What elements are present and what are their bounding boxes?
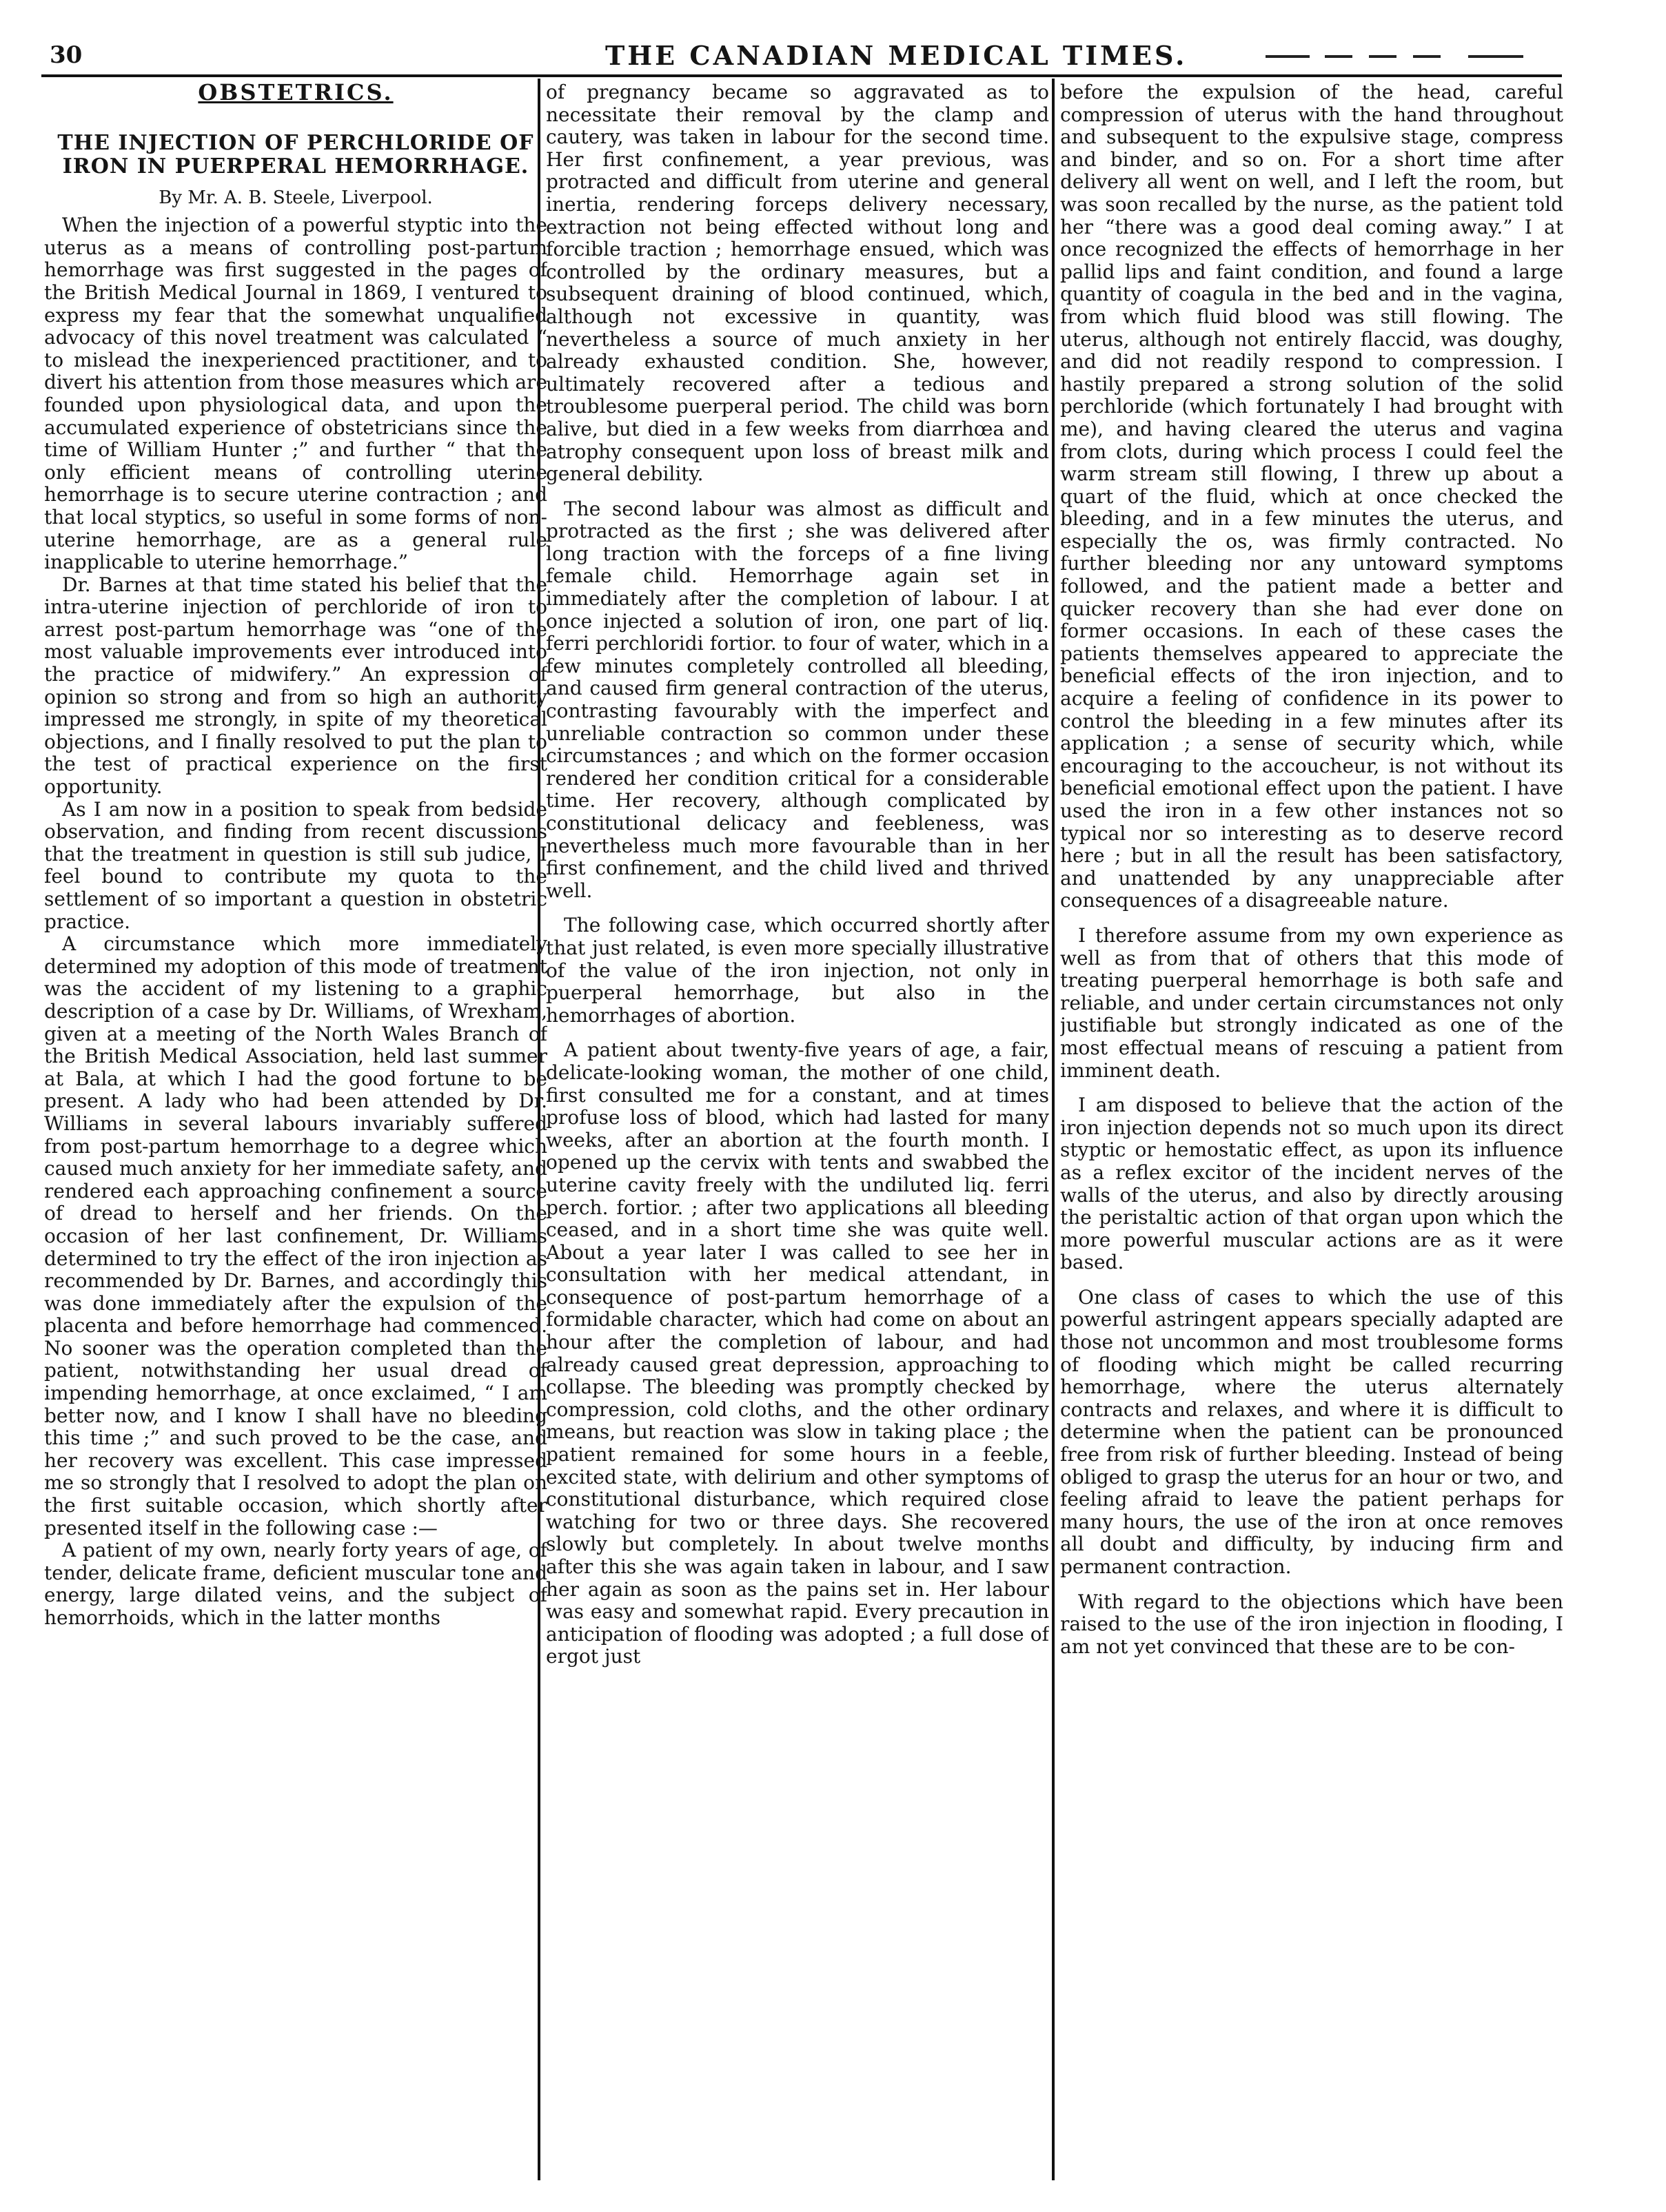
page-number: 30 [50, 41, 83, 69]
paragraph: Dr. Barnes at that time stated his belief that the intra-uterine injection of perchloride of iron to arrest post-partum hemorrhage was “one of the most valuable improvements ever introduced into the practice of midwifery.” An expression of opinion so strong and from so high an authority impressed me strongly, in spite of my theoretical objections, and I finally resolved to put the plan to the test of practical experience on the first opportunity. [44, 573, 547, 799]
column-2 [546, 81, 1049, 2176]
column-1 [44, 81, 547, 2176]
header-ornament-dash [1266, 55, 1310, 58]
paragraph: The second labour was almost as difficult and protracted as the first ; she was delivered after long traction with the forceps of a fine living female child. Hemorrhage again set in immediately after the completion of labour. I at once injected a solution of iron, one part of liq. ferri perchloridi fortior. to four of water, which in a few minutes completely controlled all bleeding, and caused firm general contraction of the uterus, contrasting favourably with the imperfect and unreliable contraction so common under these circumstances ; and which on the former occasion rendered her condition critical for a considerable time. Her recovery, although complicated by constitutional delicacy and feebleness, was nevertheless much more favourable than in her first confinement, and the child lived and thrived well. [546, 497, 1049, 902]
paragraph: before the expulsion of the head, careful compression of uterus with the hand throughout and subsequent to the expulsive stage, compress and binder, and so on. For a short time after delivery all went on well, and I left the room, but was soon recalled by the nurse, as the patient told her “there was a good deal coming away.” I at once recognized the effects of hemorrhage in her pallid lips and faint condition, and found a large quantity of coagula in the bed and in the vagina, from which fluid blood was still flowing. The uterus, although not entirely flaccid, was doughy, and did not readily respond to compression. I hastily prepared a strong solution of the solid perchloride (which fortunately I had brought with me), and having cleared the uterus and vagina from clots, during which process I could feel the warm stream still flowing, I threw up about a quart of the fluid, which at once checked the bleeding, and in a few minutes the uterus, and especially the os, was firmly contracted. No further bleeding nor any untoward symptoms followed, and the patient made a better and quicker recovery than she had ever done on former occasions. In each of these cases the patients themselves appeared to appreciate the beneficial effects of the iron injection, and to acquire a feeling of confidence in its power to control the bleeding in a few minutes after its application ; a sense of security which, while encouraging to the accoucheur, is not without its beneficial emotional effect upon the patient. I have used the iron in a few other instances not so typical nor so interesting as to deserve record here ; but in all the result has been satisfactory, and unattended by any unappreciable after consequences of a disagreeable nature. [1060, 81, 1563, 912]
header-rule [41, 74, 1562, 77]
paragraph: With regard to the objections which have been raised to the use of the iron injection in flooding, I am not yet convinced that these are to be con- [1060, 1590, 1563, 1658]
paragraph: The following case, which occurred shortly after that just related, is even more specially illustrative of the value of the iron injection, not only in puerperal hemorrhage, but also in the hemorrhages of abortion. [546, 914, 1049, 1027]
header-ornament-dash [1325, 55, 1352, 58]
header-ornament-dash [1413, 55, 1441, 58]
paragraph: When the injection of a powerful styptic into the uterus as a means of controlling post-partum hemorrhage was first suggested in the pages of the British Medical Journal in 1869, I ventured to express my fear that the somewhat unqualified advocacy of this novel treatment was calculated “ to mislead the inexperienced practitioner, and to divert his attention from those measures which are founded upon physiological data, and upon the accumulated experience of obstetricians since the time of William Hunter ;” and further “ that the only efficient means of controlling uterine hemorrhage is to secure uterine contraction ; and that local styptics, so useful in some forms of non-uterine hemorrhage, are as a general rule inapplicable to uterine hemorrhage.” [44, 214, 547, 574]
column-rule-right [1052, 79, 1055, 2180]
paragraph: A circumstance which more immediately determined my adoption of this mode of treatment was the accident of my listening to a graphic description of a case by Dr. Williams, of Wrexham, given at a meeting of the North Wales Branch of the British Medical Association, held last summer at Bala, at which I had the good fortune to be present. A lady who had been attended by Dr. Williams in several labours invariably suffered from post-partum hemorrhage to a degree which caused much anxiety for her immediate safety, and rendered each approaching confinement a source of dread to herself and her friends. On the occasion of her last confinement, Dr. Williams determined to try the effect of the iron injection as recommended by Dr. Barnes, and accordingly this was done immediately after the expulsion of the placenta and before hemorrhage had commenced. No sooner was the operation completed than the patient, notwithstanding her usual dread of impending hemorrhage, at once exclaimed, “ I am better now, and I know I shall have no bleeding this time ;” and such proved to be the case, and her recovery was excellent. This case impressed me so strongly that I resolved to adopt the plan on the first suitable occasion, which shortly after presented itself in the following case :— [44, 932, 547, 1539]
paragraph: A patient of my own, nearly forty years of age, of tender, delicate frame, deficient muscular tone and energy, large dilated veins, and the subject of hemorrhoids, which in the latter months [44, 1539, 547, 1629]
paragraph: I am disposed to believe that the action of the iron injection depends not so much upon its direct styptic or hemostatic effect, as upon its influence as a reflex excitor of the incident nerves of the walls of the uterus, and also by directly arousing the peristaltic action of that organ upon which the more powerful muscular actions are as it were based. [1060, 1094, 1563, 1274]
header-ornament-dash [1468, 55, 1523, 58]
section-title: OBSTETRICS. [198, 81, 394, 105]
column-3 [1060, 81, 1563, 2176]
byline: By Mr. A. B. Steele, Liverpool. [159, 187, 433, 208]
article-title: THE INJECTION OF PERCHLORIDE OF IRON IN PUERPERAL HEMORRHAGE. [57, 130, 534, 178]
paragraph: One class of cases to which the use of this powerful astringent appears specially adapted are those not uncommon and most troublesome forms of flooding which might be called recurring hemorrhage, where the uterus alternately contracts and relaxes, and where it is difficult to determine when the patient can be pronounced free from risk of further bleeding. Instead of being obliged to grasp the uterus for an hour or two, and feeling afraid to leave the patient perhaps for many hours, the use of the iron at once removes all doubt and difficulty, by inducing firm and permanent contraction. [1060, 1285, 1563, 1578]
page-header [41, 40, 1562, 74]
paragraph: I therefore assume from my own experience as well as from that of others that this mode of treating puerperal hemorrhage is both safe and reliable, and under certain circumstances not only justifiable but strongly indicated as one of the most effectual means of rescuing a patient from imminent death. [1060, 923, 1563, 1082]
running-title: THE CANADIAN MEDICAL TIMES. [605, 40, 1188, 71]
header-ornament-dash [1369, 55, 1396, 58]
paragraph: As I am now in a position to speak from bedside observation, and finding from recent discussions that the treatment in question is still sub judice, I feel bound to contribute my quota to the settlement of so important a question in obstetric practice. [44, 797, 547, 933]
paragraph: of pregnancy became so aggravated as to necessitate their removal by the clamp and cautery, was taken in labour for the second time. Her first confinement, a year previous, was protracted and difficult from uterine and general inertia, rendering forceps delivery necessary, extraction not being effected without long and forcible traction ; hemorrhage ensued, which was controlled by the ordinary measures, but a subsequent draining of blood continued, which, although not excessive in quantity, was nevertheless a source of much anxiety in her already exhausted condition. She, however, ultimately recovered after a tedious and troublesome puerperal period. The child was born alive, but died in a few weeks from diarrhœa and atrophy consequent upon loss of breast milk and general debility. [546, 81, 1049, 486]
paragraph: A patient about twenty-five years of age, a fair, delicate-looking woman, the mother of one child, first consulted me for a constant, and at times profuse loss of blood, which had lasted for many weeks, after an abortion at the fourth month. I opened up the cervix with tents and swabbed the uterine cavity freely with the undiluted liq. ferri perch. fortior. ; after two applications all bleeding ceased, and in a short time she was quite well. About a year later I was called to see her in consultation with her medical attendant, in consequence of post-partum hemorrhage of a formidable character, which had come on about an hour after the completion of labour, and had already caused great depression, approaching to collapse. The bleeding was promptly checked by compression, cold cloths, and the other ordinary means, but reaction was slow in taking place ; the patient remained for some hours in a feeble, excited state, with delirium and other symptoms of constitutional disturbance, which required close watching for two or three days. She recovered slowly but completely. In about twelve months after this she was again taken in labour, and I saw her again as soon as the pains set in. Her labour was easy and somewhat rapid. Every precaution in anticipation of flooding was adopted ; a full dose of ergot just [546, 1038, 1049, 1668]
